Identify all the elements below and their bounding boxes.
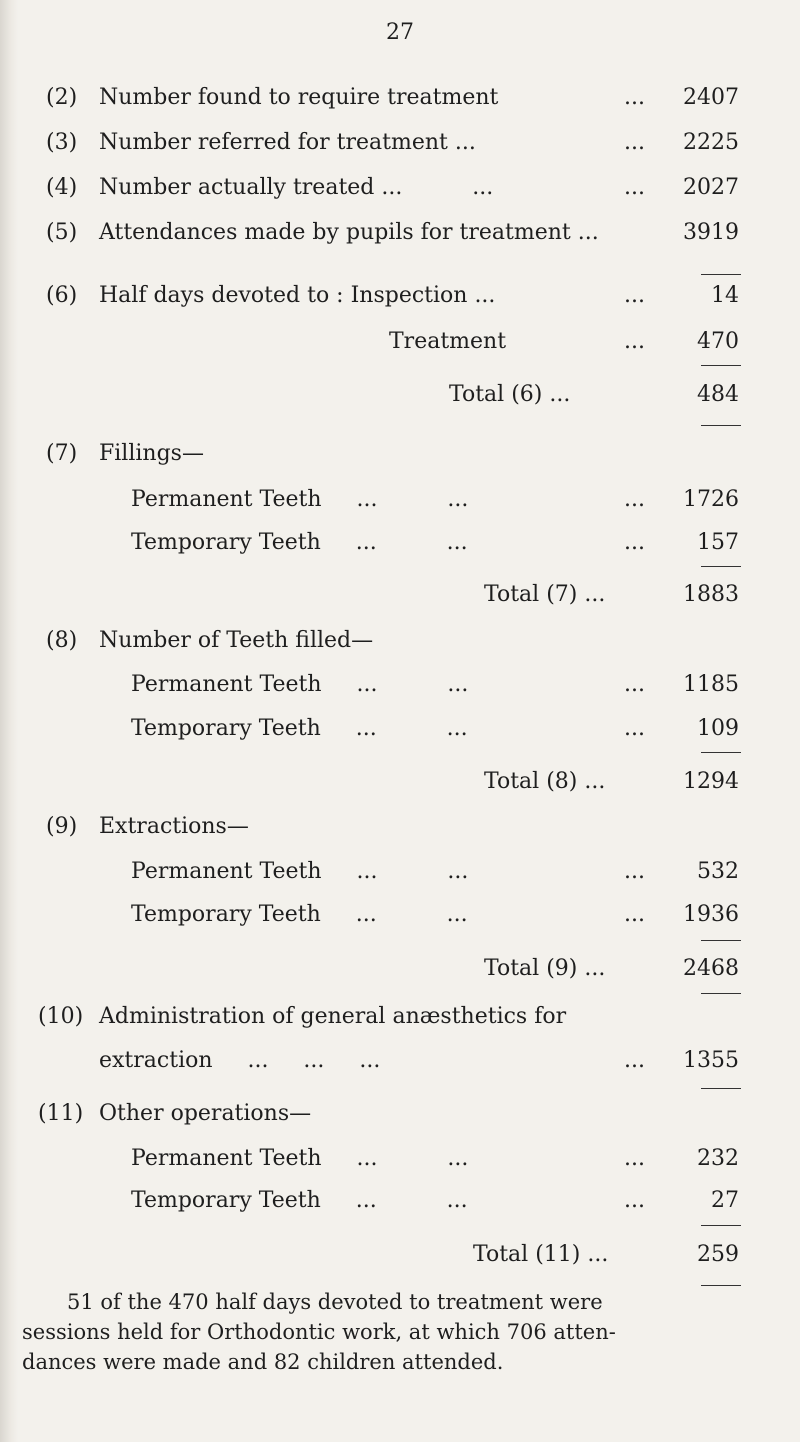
item-text: Temporary Teeth ... ...	[131, 530, 468, 555]
item-value: 2225	[683, 130, 739, 155]
total-text: Total (6) ...	[449, 382, 571, 407]
item-text: Permanent Teeth ... ...	[131, 1146, 469, 1171]
item-text: Attendances made by pupils for treatment ...	[99, 220, 599, 245]
item-value: 1936	[683, 902, 739, 927]
section-heading: Fillings—	[99, 441, 204, 466]
item-label: (8)	[46, 628, 78, 653]
total-value: 1294	[683, 769, 739, 794]
leader-dots: ...	[624, 672, 645, 697]
note-line: 51 of the 470 half days devoted to treatment were	[67, 1290, 603, 1314]
leader-dots: ...	[624, 175, 645, 200]
item-text: Permanent Teeth ... ...	[131, 859, 469, 884]
section-heading: Other operations—	[99, 1101, 312, 1126]
note-line: sessions held for Orthodontic work, at which 706 atten-	[22, 1320, 616, 1344]
item-label: (5)	[46, 220, 78, 245]
sum-rule	[701, 993, 741, 994]
item-label: (9)	[46, 814, 78, 839]
sum-rule	[701, 365, 741, 366]
item-label: (2)	[46, 85, 78, 110]
item-label: (7)	[46, 441, 78, 466]
item-label: (10)	[38, 1004, 84, 1029]
sum-rule	[701, 274, 741, 275]
item-value: 1185	[683, 672, 739, 697]
item-label: (4)	[46, 175, 78, 200]
leader-dots: ...	[624, 1146, 645, 1171]
item-value: 532	[697, 859, 739, 884]
item-value: 27	[711, 1188, 739, 1213]
item-text: Administration of general anæsthetics for	[99, 1004, 567, 1029]
item-value: 157	[697, 530, 739, 555]
item-text: extraction ... ... ...	[99, 1048, 381, 1073]
leader-dots: ...	[624, 859, 645, 884]
total-text: Total (9) ...	[484, 956, 606, 981]
total-text: Total (7) ...	[484, 582, 606, 607]
sum-rule	[701, 1088, 741, 1089]
sum-rule	[701, 1285, 741, 1286]
item-text: Permanent Teeth ... ...	[131, 487, 469, 512]
page-edge-shadow	[0, 0, 18, 1442]
leader-dots: ...	[624, 1188, 645, 1213]
sum-rule	[701, 940, 741, 941]
item-value: 14	[711, 283, 739, 308]
leader-dots: ...	[624, 130, 645, 155]
leader-dots: ...	[624, 85, 645, 110]
total-value: 484	[697, 382, 739, 407]
item-text: Temporary Teeth ... ...	[131, 716, 468, 741]
total-value: 1883	[683, 582, 739, 607]
leader-dots: ...	[624, 902, 645, 927]
leader-dots: ...	[624, 329, 645, 354]
item-text: Number referred for treatment ...	[99, 130, 476, 155]
sum-rule	[701, 752, 741, 753]
section-heading: Extractions—	[99, 814, 249, 839]
item-text: Treatment	[389, 329, 507, 354]
item-text: Half days devoted to : Inspection ...	[99, 283, 496, 308]
sum-rule	[701, 566, 741, 567]
item-text: Number actually treated ... ...	[99, 175, 494, 200]
item-value: 470	[697, 329, 739, 354]
item-text: Permanent Teeth ... ...	[131, 672, 469, 697]
total-text: Total (8) ...	[484, 769, 606, 794]
item-text: Number found to require treatment	[99, 85, 499, 110]
total-value: 2468	[683, 956, 739, 981]
item-label: (3)	[46, 130, 78, 155]
item-value: 2407	[683, 85, 739, 110]
sum-rule	[701, 425, 741, 426]
leader-dots: ...	[624, 487, 645, 512]
sum-rule	[701, 1225, 741, 1226]
leader-dots: ...	[624, 283, 645, 308]
total-value: 259	[697, 1242, 739, 1267]
item-value: 2027	[683, 175, 739, 200]
section-heading: Number of Teeth filled—	[99, 628, 374, 653]
item-text: Temporary Teeth ... ...	[131, 1188, 468, 1213]
item-label: (11)	[38, 1101, 84, 1126]
item-value: 1355	[683, 1048, 739, 1073]
leader-dots: ...	[624, 530, 645, 555]
item-value: 1726	[683, 487, 739, 512]
item-value: 3919	[683, 220, 739, 245]
leader-dots: ...	[624, 716, 645, 741]
item-label: (6)	[46, 283, 78, 308]
leader-dots: ...	[624, 1048, 645, 1073]
item-value: 232	[697, 1146, 739, 1171]
item-text: Temporary Teeth ... ...	[131, 902, 468, 927]
total-text: Total (11) ...	[473, 1242, 609, 1267]
page-number: 27	[386, 20, 414, 45]
note-line: dances were made and 82 children attended.	[22, 1350, 504, 1374]
item-value: 109	[697, 716, 739, 741]
